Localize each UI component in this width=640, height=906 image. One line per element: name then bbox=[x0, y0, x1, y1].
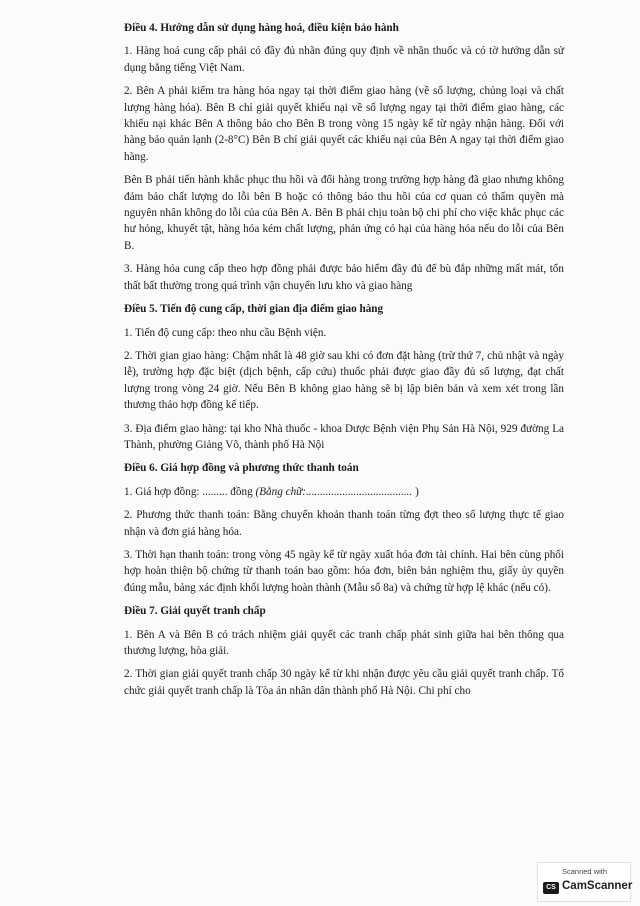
camscanner-name: CamScanner bbox=[562, 880, 633, 892]
article-5-heading: Điều 5. Tiến độ cung cấp, thời gian địa điểm giao hàng bbox=[124, 303, 384, 316]
article-7-clause-1: 1. Bên A và Bên B có trách nhiệm giải quyết các tranh chấp phát sinh giữa hai bên thông qua thương lượng, hòa giải. bbox=[124, 628, 564, 657]
article-7-clause-2: 2. Thời gian giải quyết tranh chấp 30 ngày kể từ khi nhận được yêu cầu giải quyết tranh chấp. Tổ chức giải quyết tranh chấp là Tòa án nhân dân thành phố Hà Nội. Chi phí cho bbox=[124, 668, 564, 697]
article-5-clause-3: 3. Địa điểm giao hàng: tại kho Nhà thuốc - khoa Dược Bệnh viện Phụ Sản Hà Nội, 929 đường La Thành, phường Giảng Võ, thành phố Hà Nội bbox=[124, 422, 564, 451]
article-7-heading: Điều 7. Giải quyết tranh chấp bbox=[124, 605, 266, 618]
scanned-with-label: Scanned with bbox=[562, 867, 608, 876]
document-page bbox=[124, 20, 564, 706]
camscanner-logo-icon: CS bbox=[543, 882, 559, 894]
camscanner-watermark bbox=[537, 862, 631, 902]
article-4-clause-1: 1. Hàng hoá cung cấp phải có đầy đủ nhãn đúng quy định về nhãn thuốc và có tờ hướng dẫn sử dụng bằng tiếng Việt Nam. bbox=[124, 45, 564, 74]
article-6-clause-3: 3. Thời hạn thanh toán: trong vòng 45 ngày kể từ ngày xuất hóa đơn tài chính. Hai bên cùng phối hợp hoàn thiện bộ chứng từ thanh toán bao gồm: hóa đơn, biên bản nghiệm thu, giấy ủy quyền đúng mẫu, bảng xác định khối lượng hoàn thành (Mẫu số 8a) và chứng từ hợp lệ khác (nếu có). bbox=[124, 548, 564, 594]
article-4-clause-3: 3. Hàng hóa cung cấp theo hợp đồng phải được bảo hiểm đầy đủ để bù đắp những mất mát, tổn thất bất thường trong quá trình vận chuyển lưu kho và giao hàng bbox=[124, 263, 564, 292]
article-4-heading: Điều 4. Hướng dẫn sử dụng hàng hoá, điều kiện bảo hành bbox=[124, 22, 399, 34]
contract-price-close: ) bbox=[412, 485, 419, 498]
contract-price-label: 1. Giá hợp đồng: ......... đồng bbox=[124, 485, 256, 498]
contract-price-in-words: (Bằng chữ:...................................... bbox=[255, 485, 413, 498]
article-6-clause-1 bbox=[124, 484, 564, 500]
article-5-clause-2: 2. Thời gian giao hàng: Chậm nhất là 48 giờ sau khi có đơn đặt hàng (trừ thứ 7, chủ nhật và ngày lễ), trường hợp đặc biệt (dịch bệnh, cấp cứu) thuốc phải được giao đầy đủ số lượng, đạt chất lượng trong vòng 24 giờ. Nếu Bên B không giao hàng sẽ bị lập biên bản và xem xét trong lần thương thảo hợp đồng kế tiếp. bbox=[124, 349, 564, 412]
article-5-clause-1: 1. Tiến độ cung cấp: theo nhu cầu Bệnh viện. bbox=[124, 326, 327, 339]
article-4-clause-2-continued: Bên B phải tiến hành khắc phục thu hồi và đổi hàng trong trường hợp hàng đã giao nhưng không đảm bảo chất lượng do lỗi bên B hoặc có thông báo thu hồi của cơ quan có thẩm quyền mà nguyên nhân không do lỗi của của Bên A. Bên B phải chịu toàn bộ chi phí cho việc khắc phục các hư hỏng, khuyết tật, hàng hóa kém chất lượng, phản ứng có hại của hàng hóa nếu do lỗi của Bên B. bbox=[124, 174, 564, 252]
article-4-clause-2: 2. Bên A phải kiểm tra hàng hóa ngay tại thời điểm giao hàng (về số lượng, chủng loại và chất lượng hàng hóa). Bên B chỉ giải quyết khiếu nại về số lượng ngay tại thời điểm giao hàng, các khiếu nại khác Bên A thông báo cho Bên B trong vòng 15 ngày kể từ ngày nhận hàng. Đối với hàng bảo quản lạnh (2-8°C) Bên B chỉ giải quyết các khiếu nại của Bên A ngay tại thời điểm giao hàng. bbox=[124, 85, 564, 163]
article-6-clause-2: 2. Phương thức thanh toán: Bằng chuyển khoản thanh toán từng đợt theo số lượng thực tế giao nhận và đơn giá hàng hóa. bbox=[124, 509, 564, 538]
article-6-heading: Điều 6. Giá hợp đồng và phương thức thanh toán bbox=[124, 462, 359, 475]
